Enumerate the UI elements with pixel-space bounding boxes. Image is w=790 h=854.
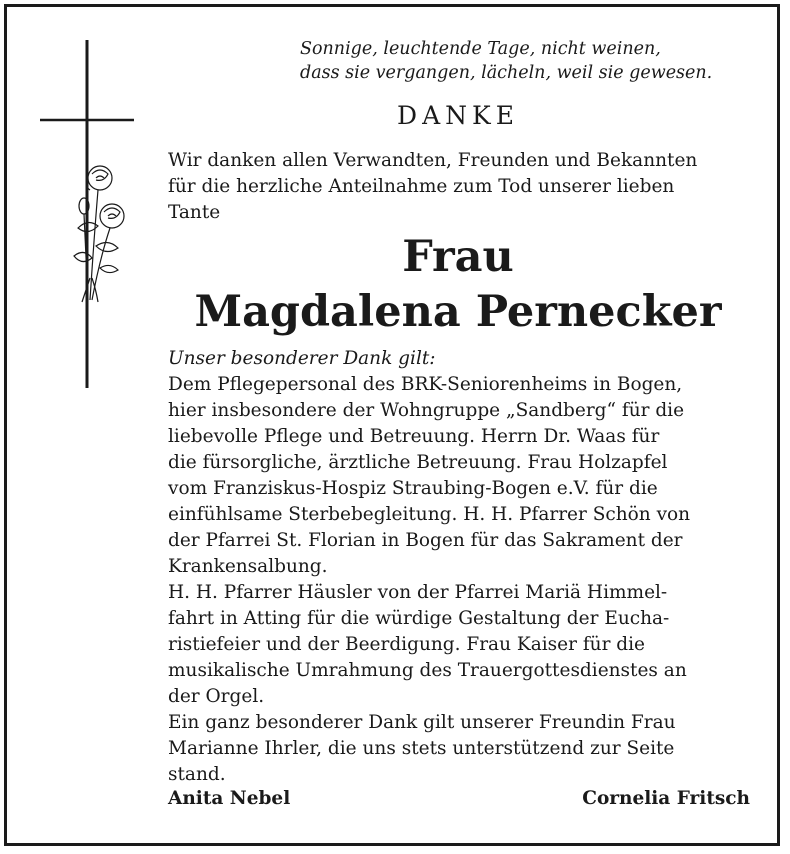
paragraph-friend: Ein ganz besonderer Dank gilt unserer Freundin Frau Marianne Ihrler, die uns stets unterstützend zur Seite stand. xyxy=(168,712,676,785)
heading-danke: DANKE xyxy=(397,101,519,130)
paragraph-funeral-service: H. H. Pfarrer Häusler von der Pfarrei Mariä Himmel- fahrt in Atting für die würdige Gestaltung der Eucha- ristiefeier und der Beerdigung. Frau Kaiser für die musikalische Umrahmung des Trauergottesdienstes an der Orgel. xyxy=(168,582,687,707)
signature-left: Anita Nebel xyxy=(168,788,291,809)
roses-icon xyxy=(74,166,124,302)
paragraph-care-staff: Dem Pflegepersonal des BRK-Seniorenheims in Bogen, hier insbesondere der Wohngruppe „Sandberg“ für die liebevolle Pflege und Betreuung. Herrn Dr. Waas für die fürsorgliche, ärztliche Betreuung. Frau Holzapfel vom Franziskus-Hospiz Straubing-Bogen e.V. für die einfühlsame Sterbebegleitung. H. H. Pfarrer Schön von der Pfarrei St. Florian in Bogen für das Sakrament der Krankensalbung. xyxy=(168,374,691,577)
signature-right: Cornelia Fritsch xyxy=(582,788,750,809)
cross-icon xyxy=(38,38,138,390)
intro-text: Wir danken allen Verwandten, Freunden und Bekannten für die herzliche Anteilnahme zum Tod unserer lieben Tante xyxy=(168,150,698,223)
deceased-name: Magdalena Pernecker xyxy=(194,287,722,337)
thanks-body xyxy=(168,372,750,788)
special-thanks-heading: Unser besonderer Dank gilt: xyxy=(168,348,436,369)
motto xyxy=(300,37,760,85)
motto-line-1: Sonnige, leuchtende Tage, nicht weinen, xyxy=(300,39,661,59)
deceased-title: Frau xyxy=(402,232,514,282)
motto-line-2: dass sie vergangen, lächeln, weil sie gewesen. xyxy=(300,63,713,83)
